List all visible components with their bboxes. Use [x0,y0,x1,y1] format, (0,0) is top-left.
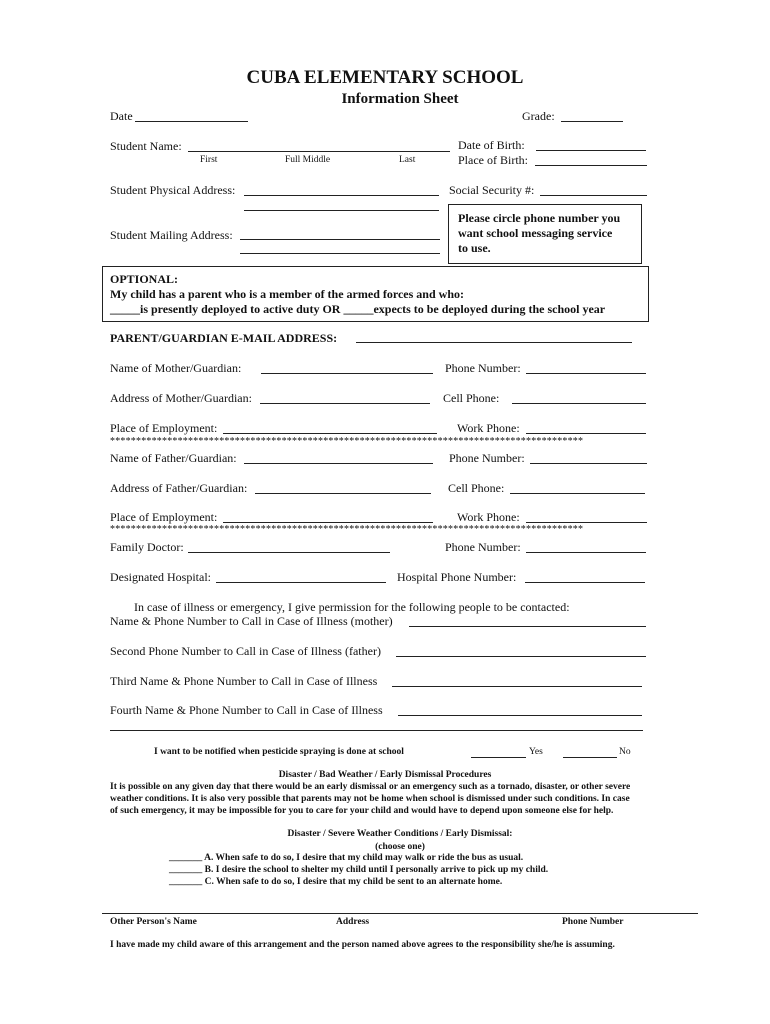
optional-line1: My child has a parent who is a member of the armed forces and who: [110,287,464,301]
date-field[interactable] [135,121,248,122]
disaster-paragraph-line2: weather conditions. It is also very possible that parents may not be home when school is dismissed under such conditions. In case [110,794,630,804]
emergency-contact-4-field-2[interactable] [110,730,643,731]
mother-employment-label: Place of Employment: [110,421,218,435]
mother-work-label: Work Phone: [457,421,520,435]
disaster-paragraph-line1: It is possible on any given day that there would be an early dismissal or an emergency such as a tornado, disaster, or other severe [110,782,631,792]
mother-work-field[interactable] [526,433,646,434]
mother-name-field[interactable] [261,373,433,374]
mother-cell-field[interactable] [512,403,646,404]
mother-employment-field[interactable] [223,433,437,434]
hospital-field[interactable] [216,582,386,583]
mailing-address-field-2[interactable] [240,253,440,254]
dob-label: Date of Birth: [458,138,525,152]
other-person-name-header: Other Person's Name [110,917,197,927]
separator-2: ******************************************************************************************* [110,525,584,535]
option-a[interactable]: _______ A. When safe to do so, I desire that my child may walk or ride the bus as usual. [169,853,524,863]
pob-field[interactable] [535,165,647,166]
doctor-phone-field[interactable] [526,552,646,553]
mother-phone-field[interactable] [526,373,646,374]
ssn-field[interactable] [540,195,647,196]
father-cell-label: Cell Phone: [448,481,505,495]
emergency-contact-3-field[interactable] [392,686,642,687]
emergency-intro: In case of illness or emergency, I give permission for the following people to be contacted: [134,600,570,614]
phone-note-line1: Please circle phone number you [458,211,621,225]
doctor-label: Family Doctor: [110,540,184,554]
pesticide-no-field[interactable] [563,757,617,758]
father-address-field[interactable] [255,493,431,494]
emergency-contact-4-field[interactable] [398,715,642,716]
father-employment-field[interactable] [223,522,433,523]
father-employment-label: Place of Employment: [110,510,218,524]
physical-address-field[interactable] [244,195,439,196]
doctor-phone-label: Phone Number: [445,540,521,554]
grade-field[interactable] [561,121,623,122]
optional-title: OPTIONAL: [110,272,179,286]
father-address-label: Address of Father/Guardian: [110,481,248,495]
choose-one-caption: (choose one) [375,842,425,852]
father-phone-label: Phone Number: [449,451,525,465]
emergency-contact-3-label: Third Name & Phone Number to Call in Case of Illness [110,674,378,688]
name-middle-caption: Full Middle [285,155,331,165]
phone-number-header: Phone Number [562,917,624,927]
mother-address-label: Address of Mother/Guardian: [110,391,252,405]
emergency-contact-1-label: Name & Phone Number to Call in Case of Illness (mother) [110,614,393,628]
hospital-label: Designated Hospital: [110,570,211,584]
mailing-address-label: Student Mailing Address: [110,228,233,242]
doctor-field[interactable] [188,552,390,553]
father-cell-field[interactable] [510,493,645,494]
school-title: CUBA ELEMENTARY SCHOOL [246,67,524,88]
disaster-paragraph-line3: of such emergency, it may be impossible for you to care for your child and would have to depend upon someone else for help. [110,806,614,816]
mother-phone-label: Phone Number: [445,361,521,375]
pesticide-yes-field[interactable] [471,757,526,758]
option-c[interactable]: _______ C. When safe to do so, I desire that my child be sent to an alternate home. [169,877,503,887]
dob-field[interactable] [536,150,646,151]
father-phone-field[interactable] [530,463,647,464]
optional-line2[interactable]: _____is presently deployed to active duty OR _____expects to be deployed during the school year [110,302,606,316]
hospital-phone-field[interactable] [525,582,645,583]
dismissal-subtitle: Disaster / Severe Weather Conditions / Early Dismissal: [287,829,513,839]
email-field[interactable] [356,342,632,343]
phone-note-line2: want school messaging service [458,226,613,240]
physical-address-field-2[interactable] [244,210,439,211]
pob-label: Place of Birth: [458,153,528,167]
emergency-contact-2-label: Second Phone Number to Call in Case of Illness (father) [110,644,381,658]
pesticide-label: I want to be notified when pesticide spraying is done at school [154,747,404,757]
option-b[interactable]: _______ B. I desire the school to shelter my child until I personally arrive to pick up my child. [169,865,549,875]
student-name-field[interactable] [188,151,450,152]
grade-label: Grade: [522,109,555,123]
father-name-field[interactable] [244,463,433,464]
pesticide-yes-label: Yes [529,747,543,757]
father-work-label: Work Phone: [457,510,520,524]
mother-address-field[interactable] [260,403,430,404]
disaster-title: Disaster / Bad Weather / Early Dismissal Procedures [278,770,492,780]
physical-address-label: Student Physical Address: [110,183,236,197]
mother-cell-label: Cell Phone: [443,391,500,405]
hospital-phone-label: Hospital Phone Number: [397,570,517,584]
separator-1: ******************************************************************************************* [110,437,584,447]
mother-name-label: Name of Mother/Guardian: [110,361,242,375]
footer-signature-line[interactable] [102,913,698,914]
email-label: PARENT/GUARDIAN E-MAIL ADDRESS: [110,331,338,345]
emergency-contact-1-field[interactable] [409,626,646,627]
father-work-field[interactable] [526,522,647,523]
acknowledgement-statement: I have made my child aware of this arrangement and the person named above agrees to the responsibility she/he is assuming. [110,940,615,950]
emergency-contact-4-label: Fourth Name & Phone Number to Call in Case of Illness [110,703,383,717]
father-name-label: Name of Father/Guardian: [110,451,237,465]
address-header: Address [336,917,370,927]
name-first-caption: First [200,155,218,165]
student-name-label: Student Name: [110,139,182,153]
date-label: Date [110,109,133,123]
phone-note-line3: to use. [458,241,491,255]
ssn-label: Social Security #: [449,183,535,197]
pesticide-no-label: No [619,747,631,757]
emergency-contact-2-field[interactable] [396,656,646,657]
name-last-caption: Last [399,155,416,165]
form-subtitle: Information Sheet [341,91,459,107]
mailing-address-field[interactable] [240,239,440,240]
